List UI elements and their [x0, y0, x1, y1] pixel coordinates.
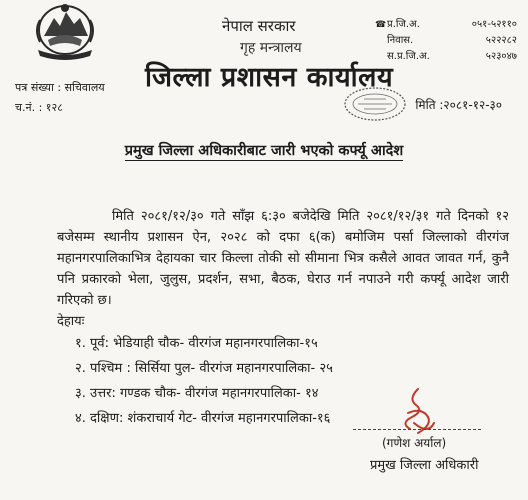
office-name: जिल्ला प्रशासन कार्यालय [145, 62, 394, 93]
letter-date: मिति :२०८१-१२-३० [415, 98, 502, 112]
order-paragraph: मिति २०८१/१२/३० गते साँझ ६:३० बजेदेखि मिति २०८१/१२/३१ गते दिनको १२ बजेसम्म स्थानीय प्रशासन ऐन, २०२८ को दफा ६(क) बमोजिम पर्सा जिल्लाको वीरगंज महानगरपालिकाभित्र देहायका चार किल्ला तोकी सो सीमाना भित्र कसैले आवत जावत गर्न, कुनै पनि प्रकारको भेला, जुलुस, प्रदर्शन, सभा, बैठक, घेराउ गर्न नपाउने गरी कर्फ्यू आदेश जारी गरिएको छ। [57, 209, 509, 308]
contact-row [375, 15, 517, 31]
government-name: नेपाल सरकार [222, 17, 296, 35]
contact-label: निवास. [387, 35, 414, 46]
order-body [57, 206, 509, 311]
list-item: २. पश्चिम : सिर्सिया पुल- वीरगंज महानगरपालिका- २५ [75, 361, 333, 376]
list-item: ४. दक्षिण: शंकराचार्य गेट- वीरगंज महानगरपालिका-१६ [75, 411, 331, 426]
areas-heading: देहायः [57, 314, 85, 329]
document-title-text: प्रमुख जिल्ला अधिकारीबाट जारी भएको कर्फ्यू आदेश [124, 143, 404, 159]
contact-row [375, 47, 517, 63]
list-item: १. पूर्व: भेडियाही चौक- वीरगंज महानगरपालिका-१५ [75, 336, 318, 351]
areas-list [75, 331, 333, 431]
phone-icon: ☎ [375, 20, 387, 30]
contact-number: ५२२२८२ [485, 35, 517, 46]
dispatch-number: च.नं. : १२८ [15, 101, 63, 114]
office-stamp [340, 84, 410, 124]
reference-number: पत्र संख्या : सचिवालय [15, 81, 105, 94]
contact-row [375, 31, 517, 47]
document-title [0, 140, 528, 160]
signature-line [353, 429, 481, 430]
list-item: ३. उत्तर: गण्डक चौक- वीरगंज महानगरपालिका- १४ [75, 386, 319, 401]
government-emblem [30, 0, 100, 60]
signer-designation: प्रमुख जिल्ला अधिकारी [370, 458, 479, 473]
ministry-name: गृह मन्त्रालय [240, 40, 302, 56]
signer-name: (गणेश अर्याल) [382, 436, 447, 450]
contact-label: प्र.जि.अ. [387, 19, 420, 30]
contact-block [375, 15, 517, 63]
contact-number: ५२३०४७ [485, 51, 517, 62]
contact-label: स.प्र.जि.अ. [387, 51, 430, 62]
letter-meta [15, 78, 105, 118]
contact-number: ०५१-५२११० [471, 19, 517, 30]
